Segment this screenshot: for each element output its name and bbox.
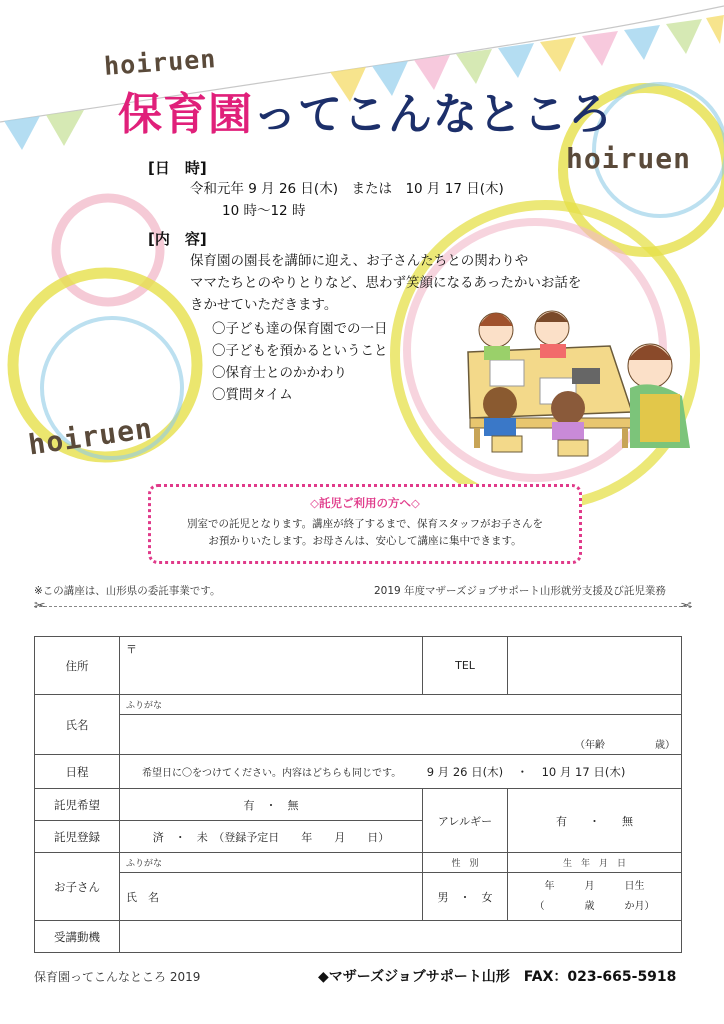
brand-mark-top: hoiruen (103, 44, 218, 81)
child-furigana-label: ふりがな (126, 859, 163, 869)
gender-field[interactable] (423, 873, 508, 921)
topic-item: 〇子ども達の保育園での一日 (212, 321, 388, 337)
footnote-left: ※この講座は、山形県の委託事業です。 (34, 585, 221, 597)
content-desc-3: きかせていただきます。 (190, 297, 338, 313)
topic-item: 〇子どもを預かるということ (212, 343, 388, 359)
childcare-reg-label: 託児登録 (35, 821, 120, 853)
application-form (34, 636, 682, 953)
childcare-reg-options: 済 ・ 未 （登録予定日 年 月 日） (152, 830, 390, 844)
birth-date-template: 年 月 日生 (544, 880, 645, 892)
title-rest: ってこんなところ (253, 89, 613, 140)
childcare-wish-field[interactable] (120, 789, 423, 821)
name-field[interactable] (120, 715, 682, 755)
gender-options: 男 ・ 女 (437, 890, 493, 904)
child-furigana-field[interactable] (120, 853, 423, 873)
age-label: （年齢 歳） (575, 740, 675, 751)
content-label: [内 容] (148, 230, 207, 248)
schedule-option-2[interactable]: 10 月 17 日(木) (541, 764, 626, 779)
birth-label: 生 年 月 日 (508, 853, 682, 873)
allergy-field[interactable] (508, 789, 682, 853)
schedule-option-1[interactable]: 9 月 26 日(木) (426, 764, 504, 779)
childcare-wish-label: 託児希望 (35, 789, 120, 821)
allergy-options: 有 ・ 無 (556, 814, 633, 828)
topic-item: 〇保育士とのかかわり (212, 365, 347, 381)
schedule-dates: 令和元年 9 月 26 日(木) または 10 月 17 日(木) (190, 181, 504, 197)
address-label: 住所 (35, 637, 120, 695)
title-highlight: 保育園 (118, 89, 253, 140)
schedule-choice-field[interactable] (120, 755, 682, 789)
postal-mark: 〒 (126, 643, 137, 656)
child-name-label: 氏 名 (126, 890, 159, 904)
notice-line-2: お預かりいたします。お母さんは、安心して講座に集中できます。 (208, 535, 522, 547)
childcare-notice (148, 484, 582, 564)
cut-line (34, 606, 692, 607)
name-label: 氏名 (35, 695, 120, 755)
allergy-label: アレルギー (423, 789, 508, 853)
schedule-form-label: 日程 (35, 755, 120, 789)
schedule-label: [日 時] (148, 159, 207, 177)
child-label: お子さん (35, 853, 120, 921)
name-furigana-field[interactable] (120, 695, 682, 715)
content-desc-2: ママたちとのやりとりなど、思わず笑顔になるあったかいお話を (190, 275, 582, 291)
schedule-instruction: 希望日に〇をつけてください。内容はどちらも同じです。 (142, 767, 402, 779)
brand-mark-right: hoiruen (566, 142, 692, 175)
address-field[interactable] (120, 637, 423, 695)
topic-item: 〇質問タイム (212, 387, 293, 403)
childcare-illustration (468, 311, 690, 456)
footer-title: 保育園ってこんなところ 2019 (34, 970, 201, 984)
gender-label: 性 別 (423, 853, 508, 873)
notice-title: ◇託児ご利用の方へ◇ (310, 496, 420, 510)
child-age-template: （ 歳 か月） (534, 900, 655, 912)
tel-label: TEL (423, 637, 508, 695)
birth-field[interactable] (508, 873, 682, 921)
childcare-wish-options: 有 ・ 無 (243, 798, 299, 812)
content-desc-1: 保育園の園長を講師に迎え、お子さんたちとの関わりや (190, 253, 529, 269)
tel-field[interactable] (508, 637, 682, 695)
footer-contact: ◆マザーズジョブサポート山形 FAX：023-665-5918 (318, 969, 677, 985)
motive-label: 受講動機 (35, 921, 120, 953)
motive-field[interactable] (120, 921, 682, 953)
furigana-label: ふりがな (126, 701, 163, 711)
notice-line-1: 別室での託児となります。講座が終了するまで、保育スタッフがお子さんを (187, 518, 543, 530)
footnote-right: 2019 年度マザーズジョブサポート山形就労支援及び託児業務 (374, 585, 666, 597)
schedule-time: 10 時～12 時 (222, 203, 306, 219)
page-title (118, 78, 613, 142)
childcare-reg-field[interactable] (120, 821, 423, 853)
scissors-icon: ✂ (34, 598, 46, 614)
child-name-field[interactable] (120, 873, 423, 921)
schedule-separator: ・ (516, 764, 529, 779)
brand-mark-left: hoiruen (26, 411, 155, 462)
scissors-icon: ✂ (680, 598, 692, 614)
